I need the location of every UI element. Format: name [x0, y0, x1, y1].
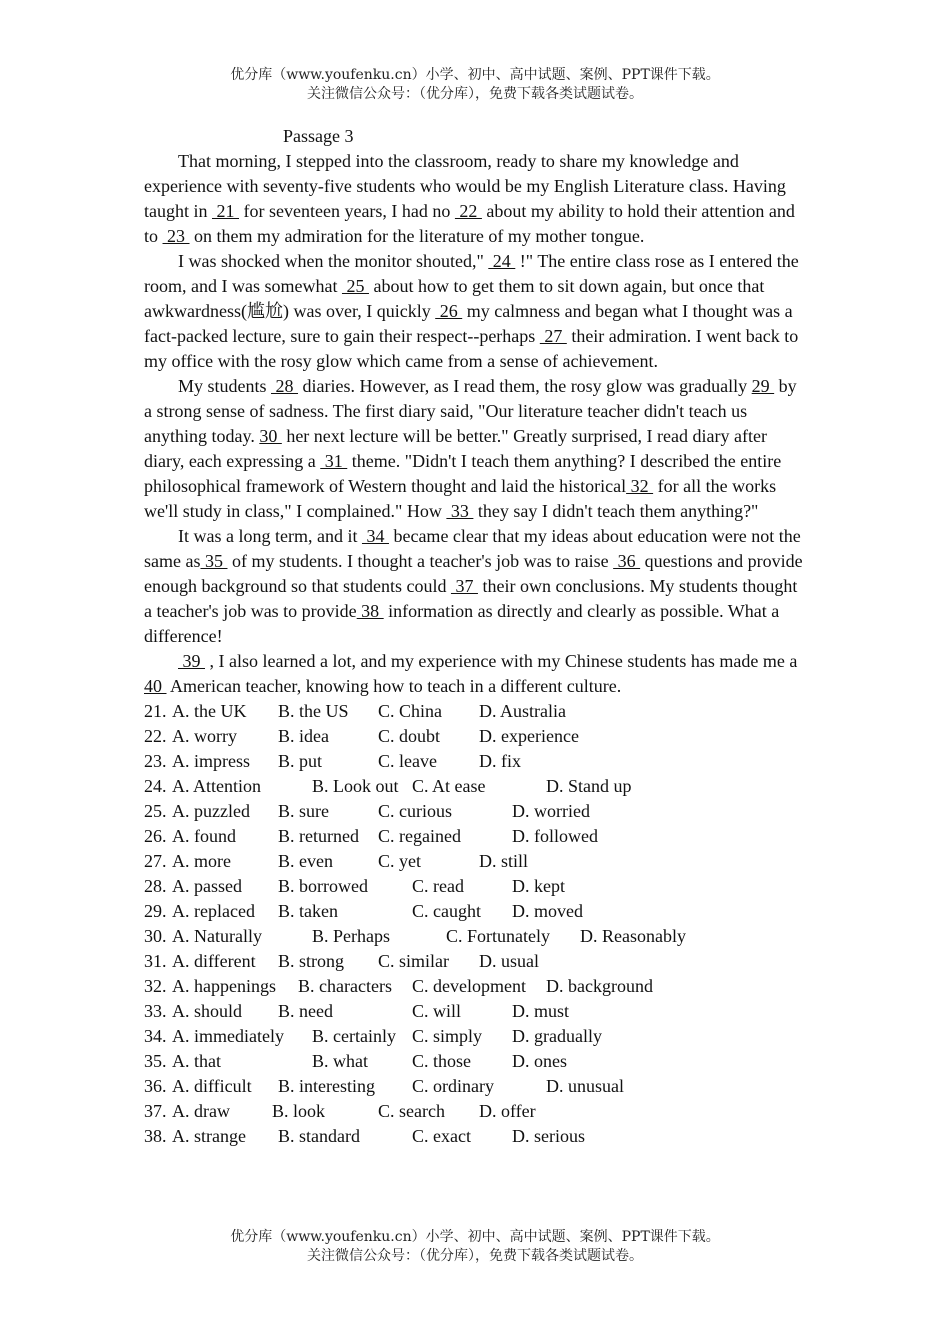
question-number: 28. [144, 876, 167, 896]
answer-option: B. Look out [312, 776, 399, 796]
answer-option: D. moved [512, 901, 583, 921]
page-footer [0, 1228, 950, 1266]
question-number: 22. [144, 726, 167, 746]
answer-option: C. Fortunately [446, 926, 550, 946]
question-number: 36. [144, 1076, 167, 1096]
question-row [144, 999, 808, 1024]
answer-option: C. read [412, 876, 464, 896]
paragraph-text: their own conclusions. My students thought a teacher's job was to provide [144, 576, 798, 621]
blank-number: 23 [162, 226, 190, 246]
passage-paragraph [144, 524, 808, 649]
question-number: 23. [144, 751, 167, 771]
answer-option: B. Perhaps [312, 926, 390, 946]
paragraph-text: My students [178, 376, 272, 396]
footer-line-2: 关注微信公众号：（优分库），免费下载各类试题试卷。 [307, 1248, 643, 1264]
paragraph-text: !" The entire class rose as I entered the room, and I was somewhat [144, 251, 799, 296]
answer-option: B. sure [278, 801, 329, 821]
answer-option: B. what [312, 1051, 368, 1071]
question-row [144, 724, 808, 749]
question-number: 29. [144, 901, 167, 921]
answer-option: A. the UK [172, 701, 247, 721]
paragraph-text: for seventeen years, I had no [239, 201, 455, 221]
answer-option: B. put [278, 751, 323, 771]
answer-option: D. Reasonably [580, 926, 686, 946]
answer-option: B. the US [278, 701, 349, 721]
blank-number: 30 [259, 426, 282, 446]
blank-number: 21 [212, 201, 239, 221]
paragraph-text: of my students. I thought a teacher's job was to raise [227, 551, 614, 571]
answer-option: B. characters [298, 976, 392, 996]
answer-option: A. found [172, 826, 236, 846]
answer-option: C. similar [378, 951, 449, 971]
answer-option: B. look [272, 1101, 326, 1121]
passage-paragraph [144, 249, 808, 374]
paragraph-text: about my ability to hold their attention and to [144, 201, 795, 246]
blank-number: 24 [488, 251, 516, 271]
blank-number: 36 [613, 551, 641, 571]
question-number: 35. [144, 1051, 167, 1071]
answer-option: D. worried [512, 801, 590, 821]
paragraph-text: their admiration. I went back to my office with the rosy glow which came from a sense of achievement. [144, 326, 799, 371]
answer-option: A. strange [172, 1126, 246, 1146]
header-line-1: 优分库（www.youfenku.cn）小学、初中、高中试题、案例、PPT课件下载。 [230, 67, 720, 83]
answer-option: C. doubt [378, 726, 441, 746]
question-row [144, 1074, 808, 1099]
answer-option: B. returned [278, 826, 359, 846]
question-number: 37. [144, 1101, 167, 1121]
paragraph-text: diaries. However, as I read them, the rosy glow was gradually [298, 376, 752, 396]
answer-option: D. Stand up [546, 776, 632, 796]
answer-option: B. taken [278, 901, 338, 921]
question-row [144, 699, 808, 724]
answer-option: C. curious [378, 801, 452, 821]
question-row [144, 849, 808, 874]
question-row [144, 874, 808, 899]
answer-option: A. different [172, 951, 256, 971]
passage-title: Passage 3 [283, 126, 354, 146]
passage-paragraph [144, 149, 808, 249]
answer-option: A. more [172, 851, 231, 871]
answer-option: C. those [412, 1051, 472, 1071]
question-row [144, 799, 808, 824]
answer-option: C. At ease [412, 776, 486, 796]
answer-option: B. even [278, 851, 333, 871]
paragraph-text: , I also learned a lot, and my experience with my Chinese students has made me a [205, 651, 798, 671]
answer-option: C. China [378, 701, 443, 721]
paragraph-text: on them my admiration for the literature of my mother tongue. [189, 226, 645, 246]
answer-option: C. will [412, 1001, 462, 1021]
paragraph-text: became clear that my ideas about education were not the same as [144, 526, 801, 571]
blank-number: 29 [751, 376, 775, 396]
answer-option: B. strong [278, 951, 345, 971]
blank-number: 28 [271, 376, 299, 396]
answer-option: A. difficult [172, 1076, 252, 1096]
answer-option: D. gradually [512, 1026, 602, 1046]
passage-paragraph [144, 374, 808, 524]
question-row [144, 1099, 808, 1124]
header-line-2: 关注微信公众号：（优分库），免费下载各类试题试卷。 [307, 86, 643, 102]
answer-option: A. draw [172, 1101, 230, 1121]
question-number: 38. [144, 1126, 167, 1146]
blank-number: 27 [539, 326, 567, 346]
blank-number: 35 [200, 551, 228, 571]
answer-option: D. fix [479, 751, 521, 771]
answer-option: D. background [546, 976, 653, 996]
question-row [144, 749, 808, 774]
answer-option: A. Attention [172, 776, 261, 796]
paragraph-text: That morning, I stepped into the classroom, ready to share my knowledge and experience with seventy-five students who would be my English Literature class. Having taught in [144, 151, 786, 221]
question-number: 24. [144, 776, 167, 796]
blank-number: 33 [446, 501, 474, 521]
answer-option: A. worry [172, 726, 237, 746]
answer-option: C. simply [412, 1026, 483, 1046]
blank-number: 26 [435, 301, 463, 321]
blank-number: 22 [454, 201, 482, 221]
answer-option: B. idea [278, 726, 329, 746]
answer-option: D. kept [512, 876, 565, 896]
paragraph-text: her next lecture will be better." Greatly surprised, I read diary after diary, each expressing a [144, 426, 767, 471]
question-number: 33. [144, 1001, 167, 1021]
answer-option: A. replaced [172, 901, 255, 921]
question-number: 30. [144, 926, 167, 946]
question-number: 21. [144, 701, 167, 721]
page-header [0, 66, 950, 104]
blank-number: 34 [361, 526, 389, 546]
paragraph-text: they say I didn't teach them anything?" [473, 501, 759, 521]
question-list [144, 699, 808, 1149]
answer-option: A. passed [172, 876, 242, 896]
paragraph-text: questions and provide enough background so that students could [144, 551, 803, 596]
paragraph-text: for all the works we'll study in class," I complained." How [144, 476, 777, 521]
paragraph-text: by a strong sense of sadness. The first diary said, "Our literature teacher didn't teach us anything today. [144, 376, 797, 446]
answer-option: C. development [412, 976, 526, 996]
question-number: 31. [144, 951, 167, 971]
passage-content [144, 124, 808, 1149]
blank-number: 37 [450, 576, 478, 596]
answer-option: D. unusual [546, 1076, 624, 1096]
footer-line-1: 优分库（www.youfenku.cn）小学、初中、高中试题、案例、PPT课件下载。 [230, 1229, 720, 1245]
answer-option: D. ones [512, 1051, 567, 1071]
question-row [144, 949, 808, 974]
answer-option: A. immediately [172, 1026, 284, 1046]
answer-option: D. must [512, 1001, 570, 1021]
paragraph-text: theme. "Didn't I teach them anything? I described the entire philosophical framework of Western thought and laid the historical [144, 451, 782, 496]
answer-option: B. interesting [278, 1076, 375, 1096]
question-number: 25. [144, 801, 167, 821]
blank-number: 38 [356, 601, 384, 621]
question-number: 27. [144, 851, 167, 871]
answer-option: D. still [479, 851, 529, 871]
question-row [144, 1124, 808, 1149]
question-row [144, 899, 808, 924]
answer-option: D. followed [512, 826, 598, 846]
question-row [144, 824, 808, 849]
blank-number: 32 [626, 476, 654, 496]
answer-option: C. ordinary [412, 1076, 494, 1096]
blank-number: 40 [144, 676, 167, 696]
question-number: 34. [144, 1026, 167, 1046]
answer-option: A. should [172, 1001, 243, 1021]
question-row [144, 774, 808, 799]
answer-option: C. regained [378, 826, 461, 846]
answer-option: B. need [278, 1001, 333, 1021]
question-row [144, 1049, 808, 1074]
blank-number: 39 [178, 651, 205, 671]
answer-option: A. impress [172, 751, 250, 771]
question-number: 26. [144, 826, 167, 846]
answer-option: B. borrowed [278, 876, 368, 896]
paragraph-text: my calmness and began what I thought was a fact-packed lecture, sure to gain their respect--perhaps [144, 301, 793, 346]
paragraph-text: It was a long term, and it [178, 526, 362, 546]
answer-option: C. yet [378, 851, 421, 871]
answer-option: A. Naturally [172, 926, 262, 946]
answer-option: A. happenings [172, 976, 276, 996]
blank-number: 25 [341, 276, 369, 296]
blank-number: 31 [320, 451, 348, 471]
paragraph-text: information as directly and clearly as possible. What a difference! [144, 601, 780, 646]
passage-body [144, 149, 808, 699]
answer-option: A. puzzled [172, 801, 250, 821]
answer-option: C. search [378, 1101, 445, 1121]
answer-option: D. offer [479, 1101, 536, 1121]
passage-paragraph [144, 649, 808, 699]
answer-option: D. usual [479, 951, 539, 971]
answer-option: C. leave [378, 751, 437, 771]
paragraph-text: I was shocked when the monitor shouted," [178, 251, 489, 271]
answer-option: B. standard [278, 1126, 360, 1146]
question-number: 32. [144, 976, 167, 996]
paragraph-text: American teacher, knowing how to teach in a different culture. [166, 676, 622, 696]
answer-option: B. certainly [312, 1026, 396, 1046]
answer-option: A. that [172, 1051, 221, 1071]
answer-option: D. Australia [479, 701, 566, 721]
question-row [144, 974, 808, 999]
question-row [144, 924, 808, 949]
question-row [144, 1024, 808, 1049]
answer-option: D. serious [512, 1126, 585, 1146]
paragraph-text: about how to get them to sit down again, but once that awkwardness(尴尬) was over, I quickly [144, 276, 765, 321]
answer-option: D. experience [479, 726, 579, 746]
answer-option: C. exact [412, 1126, 471, 1146]
answer-option: C. caught [412, 901, 481, 921]
